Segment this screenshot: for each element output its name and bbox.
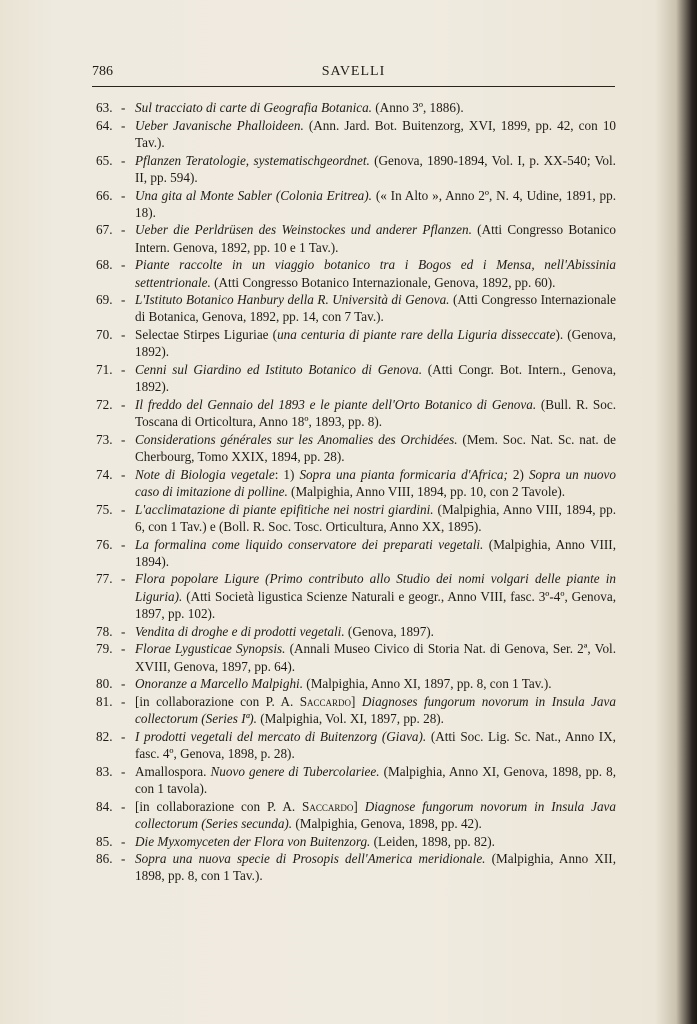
entry-citation: (Atti Congresso Botanico Internazionale, Genova, 1892, pp. 60). — [210, 274, 556, 290]
header-rule — [92, 86, 615, 87]
entry-citation: ] — [351, 693, 362, 709]
entry-number: 63. — [96, 100, 113, 115]
entry-title: La formalina come liquido conservatore dei preparati vegetali. — [135, 536, 484, 552]
entry-citation: (Anno 3º, 1886). — [371, 100, 464, 115]
entry-title: Ueber Javanische Phalloideen. — [135, 117, 304, 133]
entry-citation: (Malpighia, Anno VIII, 1894). — [135, 536, 616, 569]
bibliography-entry — [96, 187, 616, 221]
entry-number: 72. — [96, 396, 113, 412]
entry-citation: ] — [353, 798, 365, 814]
entry-title: Diagnoses fungorum novorum in Insula Java collectorum (Series Iª). — [135, 693, 616, 727]
entry-dash: - — [121, 466, 126, 482]
entry-number: 82. — [96, 728, 113, 744]
entry-title: Sopra un nuovo caso di imitazione di polline. — [135, 466, 616, 499]
entry-title: Una gita al Monte Sabler (Colonia Eritrea). — [135, 187, 372, 203]
entry-dash: - — [121, 798, 126, 814]
entry-citation: (Malpighia, Anno VIII, 1894, pp. 10, con 2 Tavole). — [287, 483, 566, 499]
bibliography-entry — [96, 693, 616, 727]
bibliography-entry — [96, 501, 616, 535]
entry-citation: (Atti Società ligustica Scienze Naturali e geogr., Anno VIII, fasc. 3º-4º, Genova, 1897, pp. 102). — [135, 588, 616, 621]
entry-dash: - — [121, 501, 126, 517]
bibliography-entry — [96, 466, 616, 500]
bibliography-entry — [96, 117, 616, 151]
entry-title: Piante raccolte in un viaggio botanico tra i Bogos ed i Mensa, nell'Abissinia settentrionale. — [135, 257, 616, 290]
bibliography-entry — [96, 431, 616, 465]
bibliography-entry — [96, 221, 616, 255]
entry-number: 77. — [96, 571, 113, 587]
bibliography-entry — [96, 361, 616, 395]
bibliography-entry — [96, 640, 616, 674]
entry-citation: (Atti Congr. Bot. Intern., Genova, 1892). — [135, 362, 616, 395]
entry-citation: (Malpighia, Vol. XI, 1897, pp. 28). — [256, 711, 444, 727]
entry-number: 69. — [96, 292, 113, 308]
entry-title: Flora popolare Ligure (Primo contributo allo Studio dei nomi volgari delle piante in Liguria). — [135, 571, 616, 604]
entry-title: Pflanzen Teratologie, systematischgeordnet. — [135, 152, 370, 168]
entry-dash: - — [121, 623, 126, 639]
entry-number: 86. — [96, 851, 113, 867]
entry-citation: (Malpighia, Anno XI, 1897, pp. 8, con 1 Tav.). — [303, 676, 552, 692]
entry-citation: (« In Alto », Anno 2º, N. 4, Udine, 1891, pp. 18). — [135, 187, 616, 220]
bibliography-entry — [96, 675, 616, 692]
entry-title: Onoranze a Marcello Malpighi. — [135, 676, 303, 692]
entry-title: Die Myxomyceten der Flora von Buitenzorg. — [135, 833, 371, 849]
page-number: 786 — [92, 64, 113, 79]
entry-citation: (Atti Congresso Botanico Intern. Genova, 1892, pp. 10 e 1 Tav.). — [135, 222, 616, 255]
entry-dash: - — [121, 292, 126, 308]
entry-title: una centuria di piante rare della Liguria disseccate — [277, 327, 556, 343]
entry-dash: - — [121, 396, 126, 412]
entry-citation: (Malpighia, Genova, 1898, pp. 42). — [292, 815, 482, 831]
bibliography-entry — [96, 570, 616, 622]
entry-title: Sopra una nuova specie di Prosopis dell'America meridionale. — [135, 851, 486, 867]
entry-dash: - — [121, 851, 126, 867]
entry-title: Considerations générales sur les Anomalies des Orchidées. — [135, 431, 458, 447]
bibliography-entry — [96, 536, 616, 570]
entry-citation: (Leiden, 1898, pp. 82). — [370, 833, 495, 849]
entry-citation: (Atti Congresso Internazionale di Botanica, Genova, 1892, pp. 14, con 7 Tav.). — [135, 292, 616, 325]
entry-dash: - — [121, 641, 126, 657]
entry-dash: - — [121, 833, 126, 849]
entry-number: 79. — [96, 641, 113, 657]
entry-dash: - — [121, 152, 126, 168]
bibliography-entry — [96, 728, 616, 762]
entry-number: 70. — [96, 327, 113, 343]
entry-dash: - — [121, 536, 126, 552]
page-header — [92, 64, 615, 84]
entry-number: 66. — [96, 187, 113, 203]
bibliography-entry — [96, 326, 616, 360]
entry-dash: - — [121, 693, 126, 709]
entry-citation: (Bull. R. Soc. Toscana di Orticoltura, Anno 18º, 1893, pp. 8). — [135, 396, 616, 430]
entry-number: 67. — [96, 222, 113, 238]
bibliography-entry — [96, 763, 616, 797]
entry-citation: (Genova, 1897). — [344, 623, 434, 639]
entry-title: Ueber die Perldrüsen des Weinstockes und anderer Pflanzen. — [135, 222, 472, 238]
entry-citation: (Atti Soc. Lig. Sc. Nat., Anno IX, fasc. 4º, Genova, 1898, p. 28). — [135, 728, 616, 762]
entry-dash: - — [121, 257, 126, 273]
entry-number: 64. — [96, 117, 113, 133]
entry-dash: - — [121, 676, 126, 692]
entry-number: 81. — [96, 693, 113, 709]
entry-citation: Amallospora. — [135, 763, 211, 779]
entry-title: Sopra una pianta formicaria d'Africa; — [299, 466, 508, 482]
entry-citation: 2) — [507, 466, 529, 482]
entry-number: 71. — [96, 362, 113, 378]
entry-number: 83. — [96, 763, 113, 779]
entry-dash: - — [121, 763, 126, 779]
entry-citation: Selectae Stirpes Liguriae ( — [135, 327, 278, 343]
entry-number: 73. — [96, 431, 113, 447]
entry-title: Florae Lygusticae Synopsis. — [135, 641, 286, 657]
entry-dash: - — [121, 117, 126, 133]
bibliography-entry — [96, 152, 616, 186]
entry-title: Cenni sul Giardino ed Istituto Botanico di Genova. — [135, 362, 423, 378]
entry-citation: [in collaborazione con P. A. — [135, 693, 300, 709]
entry-number: 85. — [96, 833, 113, 849]
entry-title: Note di Biologia vegetale — [135, 466, 275, 482]
bibliography-entry — [96, 833, 616, 850]
entry-citation: [in collaborazione con P. A. — [135, 798, 303, 814]
bibliography-entry — [96, 798, 616, 832]
entry-number: 80. — [96, 676, 113, 692]
entry-number: 76. — [96, 536, 113, 552]
entry-author: Saccardo — [299, 693, 352, 709]
entry-title: Nuovo genere di Tubercolariee. — [210, 763, 380, 779]
entry-number: 75. — [96, 501, 113, 517]
entry-title: L'Istituto Botanico Hanbury della R. Università di Genova. — [135, 292, 450, 308]
entry-number: 68. — [96, 257, 113, 273]
running-head: SAVELLI — [321, 64, 386, 79]
entry-citation: : 1) — [274, 466, 300, 482]
entry-title: Sul tracciato di carte di Geografia Botanica. — [135, 100, 372, 115]
bibliography-entry — [96, 850, 616, 884]
entry-citation: ). (Genova, 1892). — [135, 327, 616, 360]
entry-dash: - — [121, 431, 126, 447]
entry-dash: - — [121, 728, 126, 744]
entry-dash: - — [121, 362, 126, 378]
bibliography-entry — [96, 396, 616, 430]
entry-citation: (Genova, 1890-1894, Vol. I, p. XX-540; Vol. II, pp. 594). — [135, 152, 616, 185]
entry-dash: - — [121, 100, 126, 115]
bibliography-entry — [96, 291, 616, 325]
entry-title: L'acclimatazione di piante epifitiche nei nostri giardini. — [135, 501, 434, 517]
entry-citation: (Malpighia, Anno XII, 1898, pp. 8, con 1 Tav.). — [135, 851, 616, 884]
bibliography-entry — [96, 256, 616, 290]
entry-dash: - — [121, 187, 126, 203]
entry-title: I prodotti vegetali del mercato di Buitenzorg (Giava). — [135, 728, 427, 744]
entry-citation: (Malpighia, Anno VIII, 1894, pp. 6, con 1 Tav.) e (Boll. R. Soc. Tosc. Orticultura, Anno XX, 1895). — [135, 501, 616, 534]
entry-citation: (Malpighia, Anno XI, Genova, 1898, pp. 8, con 1 tavola). — [135, 763, 617, 796]
entry-title: Diagnose fungorum novorum in Insula Java collectorum (Series secunda). — [135, 798, 616, 831]
entry-number: 78. — [96, 623, 113, 639]
bibliography-list — [96, 99, 616, 885]
bibliography-entry — [96, 99, 616, 116]
entry-citation: (Ann. Jard. Bot. Buitenzorg, XVI, 1899, pp. 42, con 10 Tav.). — [135, 117, 617, 150]
entry-number: 84. — [96, 798, 113, 814]
entry-number: 74. — [96, 466, 113, 482]
entry-author: Saccardo — [302, 798, 354, 814]
entry-citation: (Mem. Soc. Nat. Sc. nat. de Cherbourg, Tomo XXIX, 1894, pp. 28). — [135, 431, 616, 465]
entry-title: Vendita di droghe e di prodotti vegetali. — [135, 623, 345, 639]
entry-citation: (Annali Museo Civico di Storia Nat. di Genova, Ser. 2ª, Vol. XVIII, Genova, 1897, pp. 64). — [135, 641, 617, 674]
entry-dash: - — [121, 327, 126, 343]
entry-title: Il freddo del Gennaio del 1893 e le piante dell'Orto Botanico di Genova. — [135, 396, 537, 412]
entry-number: 65. — [96, 152, 113, 168]
entry-dash: - — [121, 222, 126, 238]
bibliography-entry — [96, 623, 616, 640]
entry-dash: - — [121, 571, 126, 587]
